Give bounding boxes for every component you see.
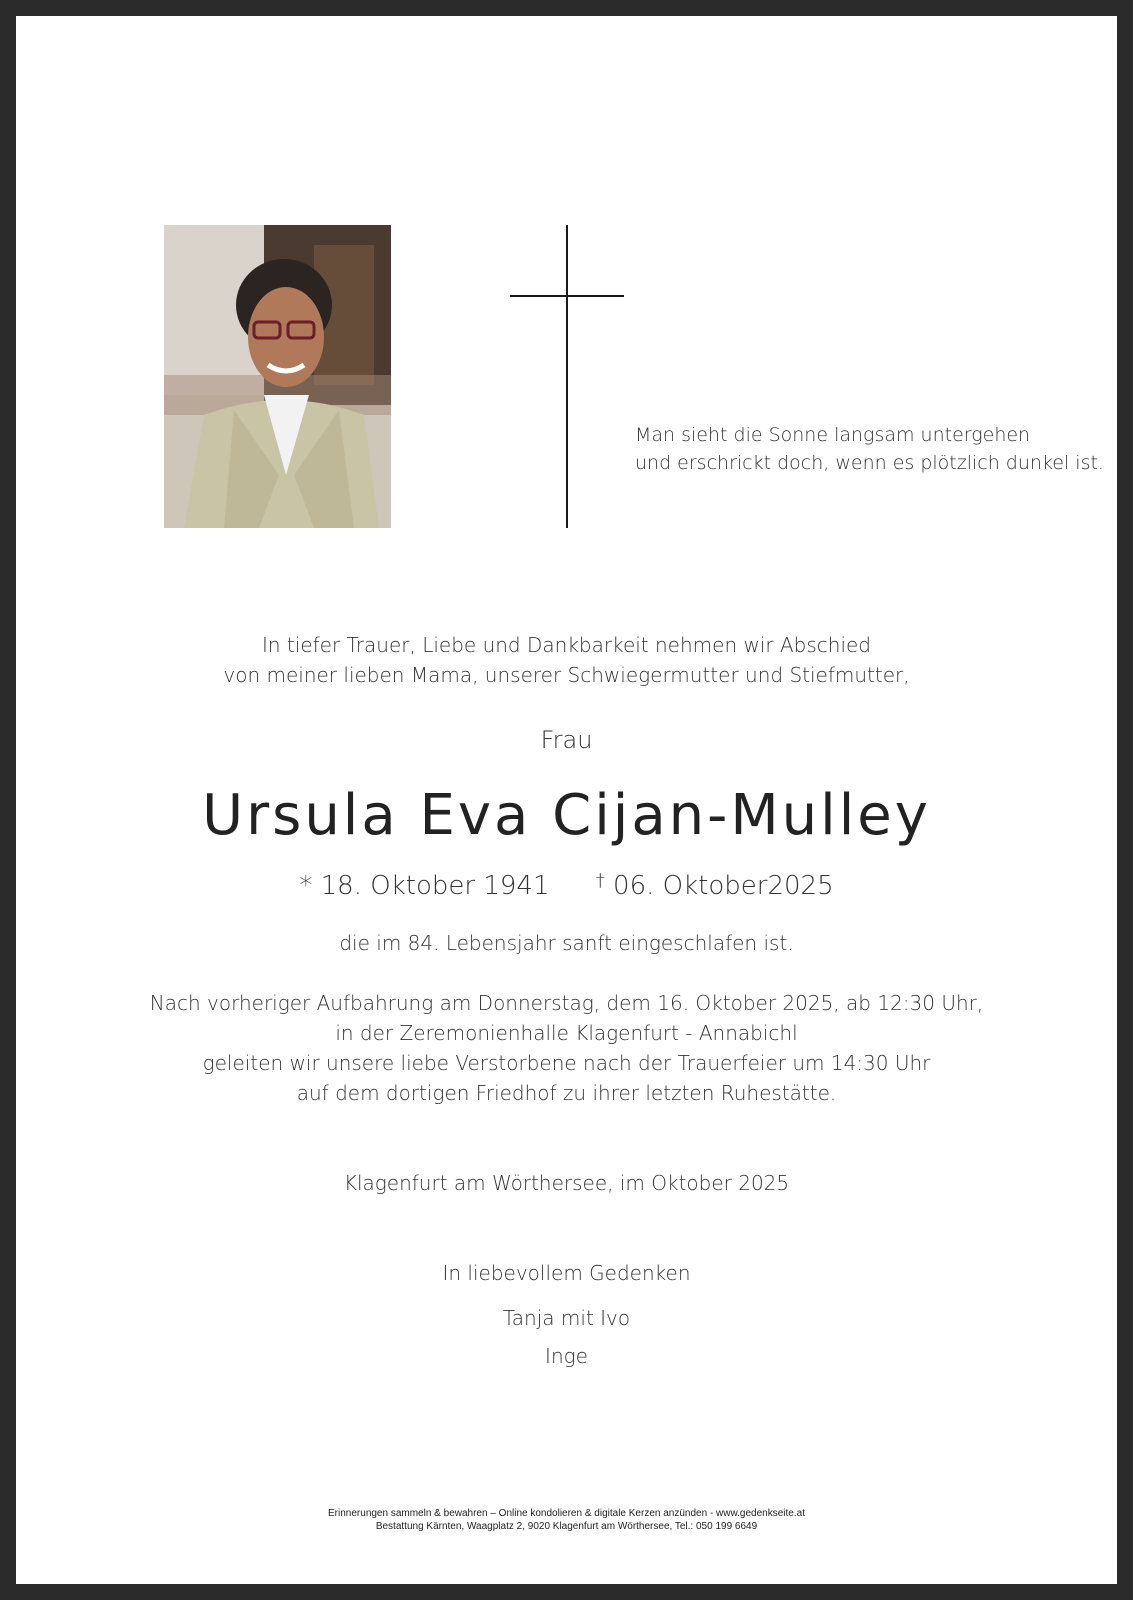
death-date-wrapper (596, 864, 834, 903)
footer-line-1: Erinnerungen sammeln & bewahren – Online kondolieren & digitale Kerzen anzünden - www.gedenkseite.at (328, 1508, 805, 1519)
birth-date: * 18. Oktober 1941 (299, 871, 550, 901)
footer-line-2: Bestattung Kärnten, Waagplatz 2, 9020 Klagenfurt am Wörthersee, Tel.: 050 199 6649 (375, 1521, 758, 1532)
life-dates (16, 864, 1117, 903)
memory-text: In liebevollem Gedenken (442, 1261, 691, 1285)
quote-line-2: und erschrickt doch, wenn es plötzlich dunkel ist. (635, 452, 1104, 474)
cross-horizontal-bar (510, 295, 624, 297)
details-line-4: auf dem dortigen Friedhof zu ihrer letzten Ruhestätte. (296, 1081, 837, 1105)
portrait-photo (164, 225, 391, 528)
signer: Inge (545, 1344, 588, 1368)
salutation: Frau (540, 726, 593, 754)
place-date: Klagenfurt am Wörthersee, im Oktober 2025 (343, 1171, 790, 1195)
quote (635, 421, 1104, 477)
deceased-name: Ursula Eva Cijan-Mulley (202, 783, 931, 848)
death-date: 06. Oktober2025 (604, 871, 834, 901)
dagger-icon: † (595, 870, 605, 891)
funeral-details (16, 988, 1117, 1108)
cross-vertical-bar (566, 225, 568, 528)
intro-line-1: In tiefer Trauer, Liebe und Dankbarkeit nehmen wir Abschied (261, 633, 871, 657)
quote-line-1: Man sieht die Sonne langsam untergehen (635, 424, 1031, 446)
intro-text (16, 630, 1117, 690)
details-line-3: geleiten wir unsere liebe Verstorbene nach der Trauerfeier um 14:30 Uhr (202, 1051, 931, 1075)
age-text: die im 84. Lebensjahr sanft eingeschlafen ist. (339, 931, 794, 955)
footer (16, 1507, 1117, 1533)
intro-line-2: von meiner lieben Mama, unserer Schwiegermutter und Stiefmutter, (223, 663, 910, 687)
signer: Tanja mit Ivo (502, 1306, 631, 1330)
details-line-1: Nach vorheriger Aufbahrung am Donnerstag, dem 16. Oktober 2025, ab 12:30 Uhr, (149, 991, 984, 1015)
details-line-2: in der Zeremonienhalle Klagenfurt - Annabichl (335, 1021, 798, 1045)
